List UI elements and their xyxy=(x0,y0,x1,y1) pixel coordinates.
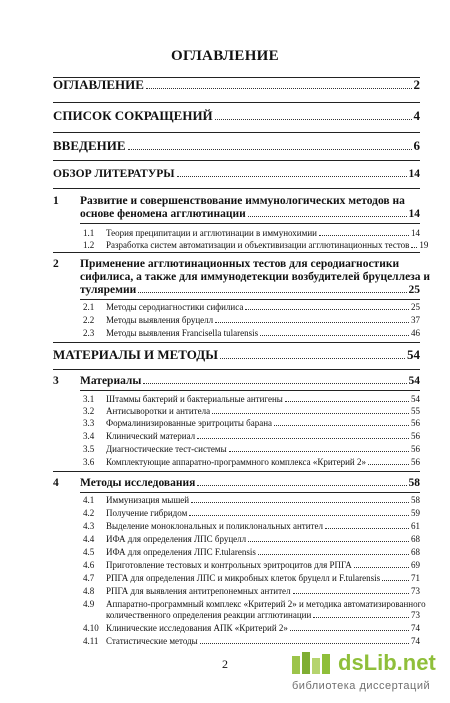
divider xyxy=(53,369,420,370)
section-title-line: Аппаратно-программный комплекс «Критерий 2» и методика автоматизированного xyxy=(106,599,426,609)
section-number: 4.4 xyxy=(83,534,95,544)
page-title: ОГЛАВЛЕНИЕ xyxy=(171,48,279,64)
section-number: 3.5 xyxy=(83,444,95,454)
divider xyxy=(53,132,420,133)
toc-entry-section[interactable]: Получение гибридом 59 xyxy=(106,508,420,518)
toc-entry-section[interactable]: Диагностические тест-системы 56 xyxy=(106,444,420,454)
section-number: 4.6 xyxy=(83,560,95,570)
divider xyxy=(80,492,420,493)
toc-entry-section[interactable]: Штаммы бактерий и бактериальные антигены 54 xyxy=(106,394,420,404)
toc-entry-section[interactable]: РПГА для определения ЛПС и микробных клеток бруцелл и F.tularensis 71 xyxy=(106,573,420,583)
divider xyxy=(53,471,420,472)
section-number: 4.3 xyxy=(83,521,95,531)
toc-entry-section[interactable]: Методы выявления Francisella tularensis 46 xyxy=(106,328,420,338)
divider xyxy=(80,299,420,300)
section-number: 3.3 xyxy=(83,418,95,428)
toc-entry-section[interactable]: Приготовление тестовых и контрольных эритроцитов для РПГА 69 xyxy=(106,560,420,570)
divider xyxy=(53,102,420,103)
toc-entry-section[interactable]: Комплектующие аппаратно-программного комплекса «Критерий 2» 56 xyxy=(106,457,420,467)
watermark-text: dsLib.net xyxy=(338,650,436,675)
section-number: 2.2 xyxy=(83,315,95,325)
toc-entry-chapter-4[interactable]: Методы исследования 58 xyxy=(80,477,420,489)
section-number: 4.7 xyxy=(83,573,95,583)
divider xyxy=(80,390,420,391)
page-number: 2 xyxy=(222,657,228,671)
toc-entry-section[interactable]: Антисыворотки и антитела 55 xyxy=(106,406,420,416)
toc-entry-section[interactable]: Выделение моноклональных и поликлональных антител 61 xyxy=(106,521,420,531)
watermark-subtext: библиотека диссертаций xyxy=(292,680,431,692)
section-number: 2.1 xyxy=(83,302,95,312)
toc-entry-section[interactable]: Статистические методы 74 xyxy=(106,636,420,646)
divider xyxy=(53,160,420,161)
toc-entry-chapter-3[interactable]: Материалы 54 xyxy=(80,375,420,387)
chapter-number: 1 xyxy=(53,195,59,207)
dslib-logo-icon xyxy=(290,650,334,682)
toc-entry-section[interactable]: ИФА для определения ЛПС F.tularensis 68 xyxy=(106,547,420,557)
section-number: 4.1 xyxy=(83,495,95,505)
toc-entry-section[interactable]: Формалинизированные эритроциты барана 56 xyxy=(106,418,420,428)
chapter-title-line: сифилиса, а также для иммунодетекции возбудителей бруцеллеза и xyxy=(80,271,431,283)
chapter-title-line: Применение агглютинационных тестов для серодиагностики xyxy=(80,258,400,270)
watermark xyxy=(288,650,446,698)
toc-entry-chapter-2[interactable]: туляремии 25 xyxy=(80,284,420,296)
section-number: 3.4 xyxy=(83,431,95,441)
chapter-number: 2 xyxy=(53,258,59,270)
toc-entry-section[interactable]: Методы выявления бруцелл 37 xyxy=(106,315,420,325)
toc-entry-section[interactable]: Теория преципитации и агглютинации в иммунохимии 14 xyxy=(106,228,420,238)
toc-entry-introduction[interactable]: ВВЕДЕНИЕ 6 xyxy=(53,138,420,153)
section-number: 4.10 xyxy=(83,623,99,633)
toc-entry-section[interactable]: Разработка систем автоматизации и объективизации агглютинационных тестов 19 xyxy=(106,240,429,250)
section-number: 4.9 xyxy=(83,599,95,609)
divider xyxy=(53,188,420,189)
divider xyxy=(80,223,420,224)
chapter-number: 3 xyxy=(53,375,59,387)
section-number: 3.1 xyxy=(83,394,95,404)
section-number: 1.2 xyxy=(83,240,95,250)
toc-entry-section[interactable]: количественного определения реакции агглютинации 73 xyxy=(106,610,420,620)
toc-entry-chapter-1[interactable]: основе феномена агглютинации 14 xyxy=(80,208,420,220)
divider xyxy=(53,252,420,253)
toc-entry-section[interactable]: Клинические исследования АПК «Критерий 2» 74 xyxy=(106,623,420,633)
chapter-number: 4 xyxy=(53,477,59,489)
toc-entry-section[interactable]: РПГА для выявления антитрепонемных антител 73 xyxy=(106,586,420,596)
toc-entry-abbreviations[interactable]: СПИСОК СОКРАЩЕНИЙ 4 xyxy=(53,108,420,123)
section-number: 4.11 xyxy=(83,636,99,646)
toc-entry-section[interactable]: Иммунизация мышей 58 xyxy=(106,495,420,505)
section-number: 3.6 xyxy=(83,457,95,467)
section-number: 4.2 xyxy=(83,508,95,518)
toc-entry-section[interactable]: ИФА для определения ЛПС бруцелл 68 xyxy=(106,534,420,544)
toc-entry-section[interactable]: Клинический материал 56 xyxy=(106,431,420,441)
toc-entry-literature-review[interactable]: ОБЗОР ЛИТЕРАТУРЫ 14 xyxy=(53,168,420,180)
toc-entry-materials-methods[interactable]: МАТЕРИАЛЫ И МЕТОДЫ 54 xyxy=(53,347,420,362)
section-number: 4.5 xyxy=(83,547,95,557)
section-number: 1.1 xyxy=(83,228,95,238)
divider xyxy=(53,342,420,343)
toc-entry-section[interactable]: Методы серодиагностики сифилиса 25 xyxy=(106,302,420,312)
section-number: 2.3 xyxy=(83,328,95,338)
section-number: 3.2 xyxy=(83,406,95,416)
toc-entry-contents[interactable]: ОГЛАВЛЕНИЕ 2 xyxy=(53,77,420,92)
chapter-title-line: Развитие и совершенствование иммунологических методов на xyxy=(80,195,405,207)
section-number: 4.8 xyxy=(83,586,95,596)
